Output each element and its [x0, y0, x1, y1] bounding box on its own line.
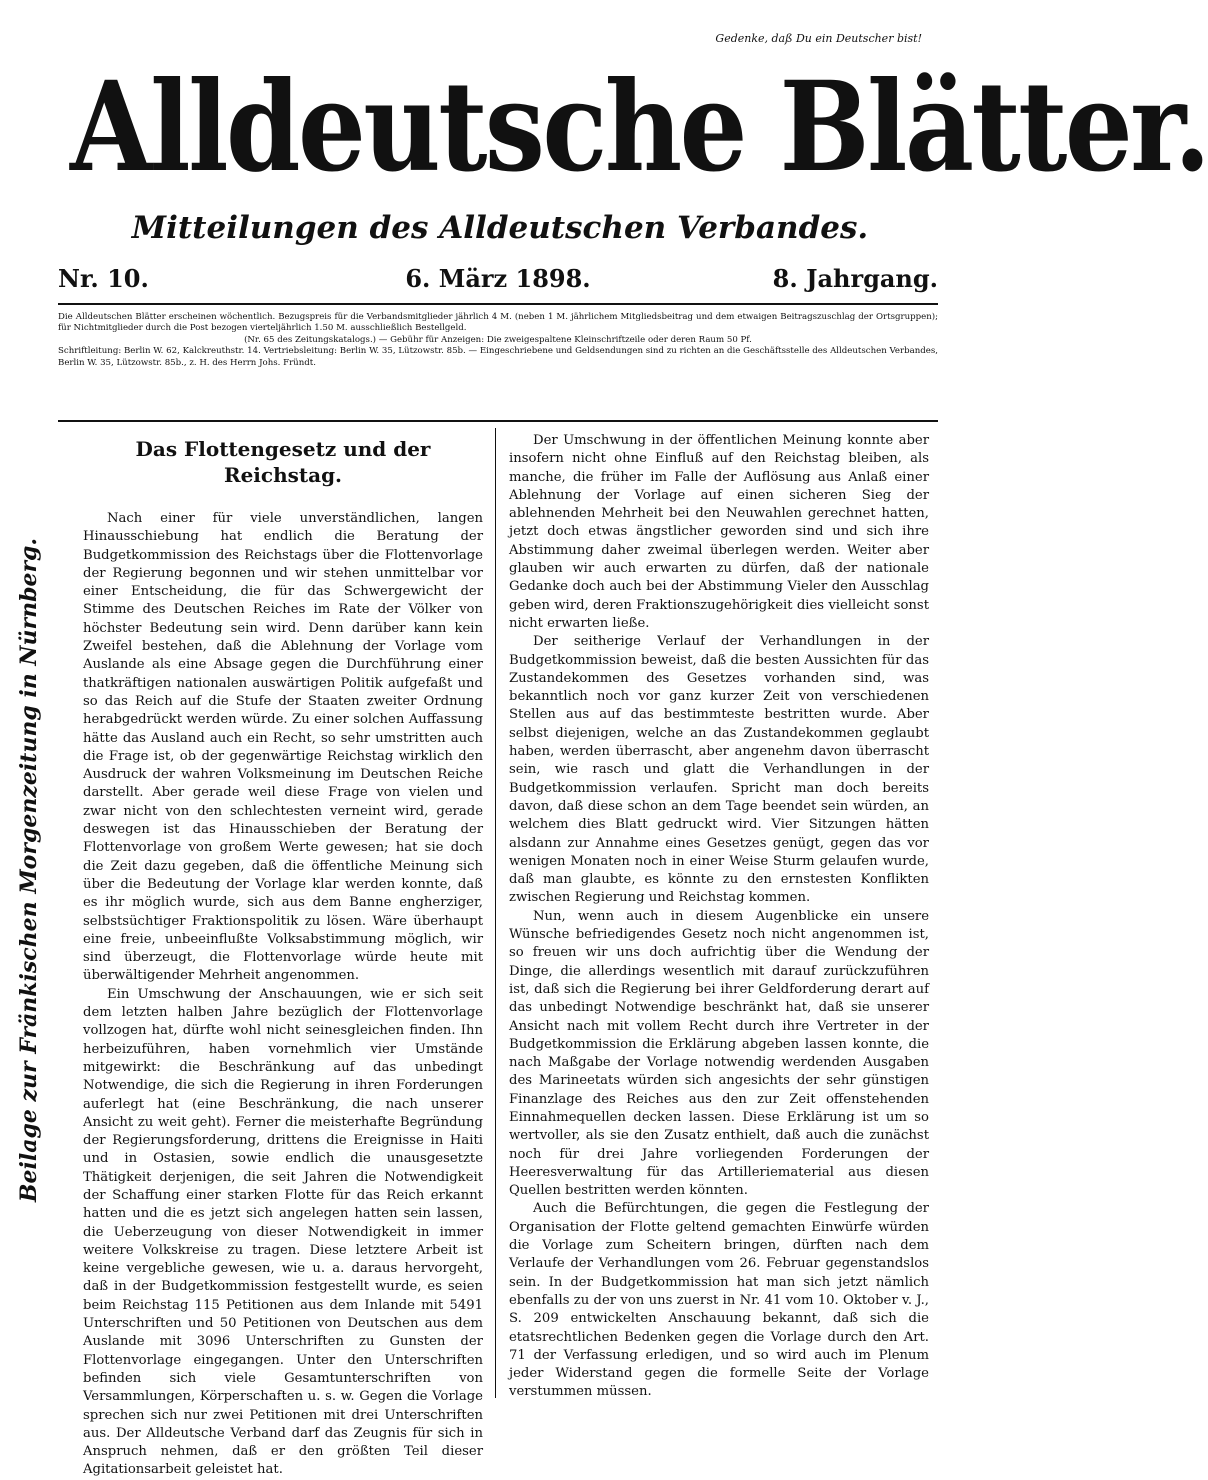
notice-line: Die Alldeutschen Blätter erscheinen wöchentlich. Bezugspreis für die Verbandsmitglieder jährlich 4 M. (neben 1 M. jährlichem Mitgliedsbeitrag und dem etwaigen Beitragszuschlag der Ortsgruppen); für Nichtmitglieder durch die Post bezogen vierteljährlich 1.50 M. ausschließlich Bestellgeld. [58, 312, 938, 334]
masthead-subtitle: Mitteilungen des Alldeutschen Verbandes. [131, 210, 869, 246]
top-rule [58, 303, 938, 305]
side-banner: Beilage zur Fränkischen Morgenzeitung in Nürnberg. [16, 537, 42, 1203]
column-divider [495, 428, 496, 1398]
notice-rule [58, 420, 938, 422]
issue-date: 6. März 1898. [405, 264, 591, 293]
issue-number: Nr. 10. [58, 264, 149, 293]
masthead-title: Alldeutsche Blätter. [70, 55, 1208, 200]
article-column-1 [83, 432, 483, 1480]
motto: Gedenke, daß Du ein Deutscher bist! [715, 32, 922, 45]
paragraph: Nach einer für viele unverständlichen, langen Hinausschiebung hat endlich die Beratung der Budgetkommission des Reichstags über die Flottenvorlage der Regierung begonnen und wir stehen unmittelbar vor einer Entscheidung, die für das Schwergewicht der Stimme des Deutschen Reiches im Rate der Völker von höchster Bedeutung sein wird. Denn darüber kann kein Zweifel bestehen, daß die Ablehnung der Vorlage vom Auslande als eine Absage gegen die Durchführung einer thatkräftigen nationalen auswärtigen Politik aufgefaßt und so das Reich auf die Stufe der Staaten zweiter Ordnung herabgedrückt werden würde. Zu einer solchen Auffassung hätte das Ausland auch ein Recht, so sehr umstritten auch die Frage ist, ob der gegenwärtige Reichstag wirklich den Ausdruck der wahren Volksmeinung im Deutschen Reiche darstellt. Aber gerade weil diese Frage von vielen und zwar nicht von den schlechtesten verneint wird, gerade deswegen ist das Hinausschieben der Beratung der Flottenvorlage von großem Werte gewesen; hat sie doch die Zeit dazu gegeben, daß die öffentliche Meinung sich über die Bedeutung der Vorlage klar werden konnte, daß es ihr möglich wurde, sich aus dem Banne engherziger, selbstsüchtiger Fraktionspolitik zu lösen. Wäre überhaupt eine freie, unbeeinflußte Volksabstimmung möglich, wir sind überzeugt, die Flottenvorlage würde heute mit überwältigender Mehrheit angenommen. [83, 511, 483, 984]
paragraph: Der Umschwung in der öffentlichen Meinung konnte aber insofern nicht ohne Einfluß auf den Reichstag bleiben, als manche, die früher im Falle der Auflösung aus Anlaß einer Ablehnung der Vorlage auf einen sicheren Sieg der ablehnenden Mehrheit bei den Neuwahlen gerechnet hatten, jetzt doch etwas ängstlicher geworden sind und sich ihre Abstimmung daher zweimal überlegen werden. Weiter aber glauben wir auch erwarten zu dürfen, daß der nationale Gedanke doch auch bei der Abstimmung Vieler den Ausschlag geben wird, deren Fraktionszugehörigkeit dies vielleicht sonst nicht erwarten ließe. [509, 433, 929, 631]
paragraph: Auch die Befürchtungen, die gegen die Festlegung der Organisation der Flotte geltend gemachten Einwürfe würden die Vorlage zum Scheitern bringen, dürften nach dem Verlaufe der Verhandlungen vom 26. Februar gegenstandslos sein. In der Budgetkommission hat man sich jetzt nämlich ebenfalls zu der von uns zuerst in Nr. 41 vom 10. Oktober v. J., S. 209 entwickelten Anschauung bekannt, daß sich die etatsrechtlichen Bedenken gegen die Vorlage durch den Art. 71 der Verfassung erledigen, und so wird auch im Plenum jeder Widerstand gegen die formelle Seite der Vorlage verstummen müssen. [509, 1201, 929, 1400]
notice-line: (Nr. 65 des Zeitungskatalogs.) — Gebühr für Anzeigen: Die zweigespaltene Kleinschriftzeile oder deren Raum 50 Pf. [244, 334, 752, 345]
subscription-notice [58, 312, 938, 369]
notice-line: Schriftleitung: Berlin W. 62, Kalckreuthstr. 14. Vertriebsleitung: Berlin W. 35, Lützowstr. 85b. — Eingeschriebene und Geldsendungen sind zu richten an die Geschäftsstelle des Alldeutschen Verbandes, Berlin W. 35, Lützowstr. 85b., z. H. des Herrn Johs. Fründt. [58, 346, 938, 368]
article-headline: Das Flottengesetz und der Reichstag. [135, 437, 431, 487]
issue-volume: 8. Jahrgang. [772, 264, 938, 293]
paragraph: Ein Umschwung der Anschauungen, wie er sich seit dem letzten halben Jahre bezüglich der Flottenvorlage vollzogen hat, dürfte wohl nicht seinesgleichen finden. Ihn herbeizuführen, haben vornehmlich vier Umstände mitgewirkt: die Beschränkung auf das unbedingt Notwendige, die sich die Regierung in ihren Forderungen auferlegt hat (eine Beschränkung, die nach unserer Ansicht zu weit geht). Ferner die meisterhafte Begründung der Regierungsforderung, drittens die Ereignisse in Haiti und in Ostasien, sowie endlich die unausgesetzte Thätigkeit derjenigen, die seit Jahren die Notwendigkeit der Schaffung einer starken Flotte für das Reich erkannt hatten und die es jetzt sich angelegen hatten sein lassen, die Ueberzeugung von dieser Notwendigkeit in immer weitere Volkskreise zu tragen. Diese letztere Arbeit ist keine vergebliche gewesen, wie u. a. daraus hervorgeht, daß in der Budgetkommission festgestellt wurde, es seien beim Reichstag 115 Petitionen aus dem Inlande mit 5491 Unterschriften und 50 Petitionen von Deutschen aus dem Auslande mit 3096 Unterschriften zu Gunsten der Flottenvorlage eingegangen. Unter den Unterschriften befinden sich viele Gesamtunterschriften von Versammlungen, Körperschaften u. s. w. Gegen die Vorlage sprechen sich nur zwei Petitionen mit drei Unterschriften aus. Der Alldeutsche Verband darf das Zeugnis für sich in Anspruch nehmen, daß er den größten Teil dieser Agitationsarbeit geleistet hat. [83, 986, 483, 1478]
article-column-2 [509, 432, 929, 1402]
issue-line [58, 264, 938, 300]
paragraph: Der seitherige Verlauf der Verhandlungen in der Budgetkommission beweist, daß die besten Aussichten für das Zustandekommen des Gesetzes vorhanden sind, was bekanntlich noch vor ganz kurzer Zeit von verschiedenen Stellen aus auf das bestimmteste bestritten wurde. Aber selbst diejenigen, welche an das Zustandekommen geglaubt haben, werden überrascht, aber angenehm davon überrascht sein, wie rasch und glatt die Verhandlungen in der Budgetkommission verlaufen. Spricht man doch bereits davon, daß diese schon an dem Tage beendet sein würden, an welchem dies Blatt gedruckt wird. Vier Sitzungen hätten alsdann zur Annahme eines Gesetzes genügt, gegen das vor wenigen Monaten noch in einer Weise Sturm gelaufen wurde, daß man glaubte, es könnte zu den ernstesten Konflikten zwischen Regierung und Reichstag kommen. [509, 634, 929, 906]
paragraph: Nun, wenn auch in diesem Augenblicke ein unsere Wünsche befriedigendes Gesetz noch nicht angenommen ist, so freuen wir uns doch aufrichtig über die Wendung der Dinge, die allerdings wesentlich mit darauf zurückzuführen ist, daß sich die Regierung bei ihrer Geldforderung derart auf das unbedingt Notwendige beschränkt hat, daß sie unserer Ansicht nach mit vollem Recht durch ihre Vertreter in der Budgetkommission die Erklärung abgeben lassen konnte, die nach Maßgabe der Vorlage notwendig werdenden Ausgaben des Marineetats würden sich angesichts der sehr günstigen Finanzlage des Reiches aus den zur Zeit offenstehenden Einnahmequellen decken lassen. Diese Erklärung ist um so wertvoller, als sie den Zusatz enthielt, daß auch die zunächst noch für drei Jahre vorliegenden Forderungen der Heeresverwaltung für das Artilleriematerial aus diesen Quellen bestritten werden könnten. [509, 908, 929, 1199]
